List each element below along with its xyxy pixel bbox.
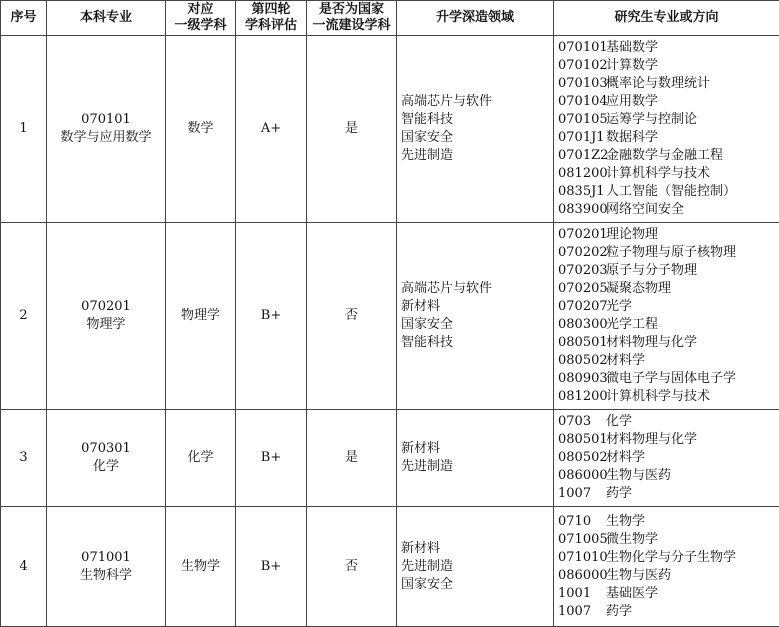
grad-name: 凝聚态物理 [606, 281, 672, 296]
table-row [1, 223, 779, 410]
header-first-class: 是否为国家 一流建设学科 [307, 1, 397, 36]
grad-name: 概率论与数理统计 [606, 76, 711, 91]
grad-item [558, 183, 779, 201]
major-name: 物理学 [86, 317, 126, 332]
grad-name: 光学 [606, 299, 633, 314]
fields-cell [397, 410, 554, 507]
first-class-cell: 否 [307, 507, 397, 627]
grad-code: 080903 [558, 371, 608, 386]
grad-item [558, 531, 779, 549]
grad-code: 080501 [558, 432, 608, 447]
grad-item [558, 431, 779, 449]
seq-cell: 1 [1, 36, 47, 223]
grad-name: 数据科学 [606, 130, 659, 145]
grad-code: 080501 [558, 335, 608, 350]
discipline-cell: 数学 [166, 36, 236, 223]
field-item: 新材料 [401, 441, 441, 456]
eval-cell: B+ [236, 507, 307, 627]
grad-cell [554, 36, 779, 223]
field-item: 新材料 [401, 540, 441, 556]
field-item: 先进制造 [401, 459, 454, 474]
major-name: 数学与应用数学 [60, 130, 152, 145]
grad-item [558, 280, 779, 298]
grad-code: 081200 [558, 389, 608, 404]
grad-name: 基础数学 [606, 40, 659, 55]
field-item: 新材料 [401, 299, 441, 314]
field-item: 国家安全 [401, 576, 454, 592]
grad-item [558, 298, 779, 316]
header-grad: 研究生专业或方向 [554, 1, 779, 36]
grad-code: 070102 [558, 58, 608, 73]
grad-code: 080300 [558, 317, 608, 332]
first-class-cell: 是 [307, 410, 397, 507]
header-discipline: 对应 一级学科 [166, 1, 236, 36]
grad-item [558, 57, 779, 75]
grad-code: 070104 [558, 94, 608, 109]
grad-code: 0710 [558, 513, 592, 529]
grad-code: 1001 [558, 585, 592, 601]
grad-name: 网络空间安全 [606, 202, 685, 217]
eval-cell: A+ [236, 36, 307, 223]
grad-code: 070105 [558, 112, 608, 127]
grad-code: 1007 [558, 486, 592, 501]
grad-name: 运筹学与控制论 [606, 112, 698, 127]
grad-code: 0835J1 [558, 184, 605, 199]
grad-item [558, 549, 779, 567]
seq-cell: 2 [1, 223, 47, 410]
grad-item [558, 262, 779, 280]
grad-cell [554, 507, 779, 627]
header-row [1, 1, 779, 36]
eval-cell: B+ [236, 223, 307, 410]
grad-name: 计算机科学与技术 [606, 166, 711, 181]
grad-name: 人工智能（智能控制） [606, 184, 737, 199]
major-code: 070101 [81, 112, 131, 127]
discipline-cell: 物理学 [166, 223, 236, 410]
grad-code: 081200 [558, 166, 608, 181]
grad-name: 原子与分子物理 [606, 263, 698, 278]
grad-cell [554, 223, 779, 410]
field-item: 高端芯片与软件 [401, 94, 493, 109]
table-row [1, 36, 779, 223]
grad-item [558, 370, 779, 388]
grad-code: 070203 [558, 263, 608, 278]
grad-name: 药学 [606, 486, 633, 501]
header-major: 本科专业 [47, 1, 166, 36]
grad-name: 金融数学与金融工程 [606, 148, 724, 163]
field-item: 智能科技 [401, 112, 454, 127]
grad-item [558, 39, 779, 57]
grad-item [558, 316, 779, 334]
grad-item [558, 467, 779, 485]
grad-name: 材料学 [606, 353, 646, 368]
grad-name: 粒子物理与原子核物理 [606, 245, 737, 260]
field-item: 先进制造 [401, 148, 454, 163]
fields-cell [397, 36, 554, 223]
grad-name: 理论物理 [606, 227, 659, 242]
grad-code: 080502 [558, 450, 608, 465]
header-seq: 序号 [1, 1, 47, 36]
grad-name: 应用数学 [606, 94, 659, 109]
grad-item [558, 485, 779, 503]
grad-code: 070201 [558, 227, 608, 242]
grad-item [558, 111, 779, 129]
grad-name: 材料学 [606, 450, 646, 465]
table-row [1, 410, 779, 507]
grad-item [558, 567, 779, 585]
grad-code: 1007 [558, 603, 592, 619]
eval-cell: B+ [236, 410, 307, 507]
grad-name: 生物与医药 [606, 468, 672, 483]
major-cell [47, 410, 166, 507]
grad-code: 070103 [558, 76, 608, 91]
header-eval: 第四轮 学科评估 [236, 1, 307, 36]
major-name: 生物科学 [79, 567, 132, 583]
grad-code: 0703 [558, 414, 592, 429]
grad-name: 计算数学 [606, 58, 659, 73]
field-item: 国家安全 [401, 317, 454, 332]
major-cell [47, 223, 166, 410]
grad-item [558, 201, 779, 219]
grad-code: 080502 [558, 353, 608, 368]
grad-code: 086000 [558, 567, 608, 583]
grad-code: 071005 [558, 531, 608, 547]
grad-item [558, 388, 779, 406]
first-class-cell: 是 [307, 36, 397, 223]
grad-name: 微电子学与固体电子学 [606, 371, 737, 386]
major-code: 070301 [81, 441, 131, 456]
major-code: 071001 [81, 549, 131, 565]
fields-cell [397, 223, 554, 410]
seq-cell: 4 [1, 507, 47, 627]
grad-code: 070205 [558, 281, 608, 296]
grad-item [558, 129, 779, 147]
grad-item [558, 226, 779, 244]
grad-item [558, 413, 779, 431]
field-item: 高端芯片与软件 [401, 281, 493, 296]
grad-item [558, 603, 779, 621]
grad-name: 材料物理与化学 [606, 432, 698, 447]
grad-name: 药学 [606, 603, 633, 619]
grad-code: 071010 [558, 549, 608, 565]
grad-name: 光学工程 [606, 317, 659, 332]
grad-code: 0701J1 [558, 130, 605, 145]
grad-item [558, 334, 779, 352]
discipline-cell: 生物学 [166, 507, 236, 627]
first-class-cell: 否 [307, 223, 397, 410]
table-row [1, 507, 779, 627]
grad-name: 生物化学与分子生物学 [606, 549, 737, 565]
major-cell [47, 507, 166, 627]
grad-code: 070101 [558, 40, 608, 55]
grad-code: 083900 [558, 202, 608, 217]
field-item: 国家安全 [401, 130, 454, 145]
discipline-cell: 化学 [166, 410, 236, 507]
grad-cell [554, 410, 779, 507]
seq-cell: 3 [1, 410, 47, 507]
grad-item [558, 147, 779, 165]
grad-item [558, 585, 779, 603]
grad-item [558, 513, 779, 531]
field-item: 智能科技 [401, 335, 454, 350]
grad-name: 计算机科学与技术 [606, 389, 711, 404]
field-item: 先进制造 [401, 558, 454, 574]
fields-cell [397, 507, 554, 627]
grad-item [558, 449, 779, 467]
header-fields: 升学深造领域 [397, 1, 554, 36]
grad-name: 生物学 [606, 513, 646, 529]
grad-name: 材料物理与化学 [606, 335, 698, 350]
grad-item [558, 165, 779, 183]
grad-item [558, 93, 779, 111]
major-name: 化学 [92, 459, 119, 474]
major-code: 070201 [81, 299, 131, 314]
grad-name: 基础医学 [606, 585, 659, 601]
grad-name: 化学 [606, 414, 633, 429]
grad-item [558, 244, 779, 262]
major-cell [47, 36, 166, 223]
grad-item [558, 75, 779, 93]
grad-name: 生物与医药 [606, 567, 672, 583]
grad-code: 0701Z2 [558, 148, 609, 163]
grad-item [558, 352, 779, 370]
grad-code: 070207 [558, 299, 608, 314]
grad-code: 070202 [558, 245, 608, 260]
grad-code: 086000 [558, 468, 608, 483]
grad-name: 微生物学 [606, 531, 659, 547]
